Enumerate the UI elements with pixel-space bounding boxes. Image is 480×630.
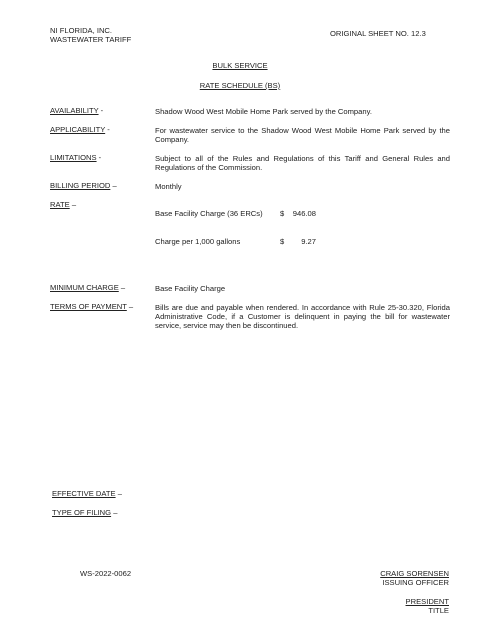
limitations-label-dash: - <box>96 153 102 162</box>
availability-label-text: AVAILABILITY <box>50 106 99 115</box>
terms-of-payment-text: Bills are due and payable when rendered. In accordance with Rule 25-30.320, Florida Administrative Code, if a Customer is delinquent in paying the bill for wastewater service, service may then be discontinued. <box>155 303 450 330</box>
effective-date-label-dash: – <box>115 489 122 498</box>
rate-row-currency: $ <box>280 209 285 218</box>
rate-label-dash: – <box>69 200 77 209</box>
rate-schedule-title: RATE SCHEDULE (BS) <box>199 81 281 90</box>
issuing-officer-label: ISSUING OFFICER <box>382 578 449 587</box>
issuing-officer-name: CRAIG SORENSEN <box>380 569 449 578</box>
applicability-text: For wastewater service to the Shadow Wood West Mobile Home Park served by the Company. <box>155 126 450 144</box>
sheet-number: ORIGINAL SHEET NO. 12.3 <box>330 29 426 38</box>
rate-label-text: RATE <box>50 200 70 209</box>
terms-of-payment-label <box>50 302 133 311</box>
rate-label <box>50 200 76 209</box>
rate-row-item: Base Facility Charge (36 ERCs) <box>155 209 263 218</box>
applicability-label <box>50 125 110 134</box>
terms-of-payment-label-text: TERMS OF PAYMENT <box>50 302 127 311</box>
docket-number: WS-2022-0062 <box>80 569 132 578</box>
limitations-label-text: LIMITATIONS <box>50 153 97 162</box>
minimum-charge-label-dash: – <box>118 283 126 292</box>
type-of-filing-label <box>52 508 117 517</box>
minimum-charge-text: Base Facility Charge <box>155 284 226 293</box>
applicability-label-text: APPLICABILITY <box>50 125 106 134</box>
billing-period-label-dash: – <box>110 181 117 190</box>
minimum-charge-label <box>50 283 125 292</box>
rate-row-amount: 946.08 <box>292 209 316 218</box>
president-title: PRESIDENT <box>405 597 449 606</box>
billing-period-label <box>50 181 117 190</box>
rate-row-amount: 9.27 <box>301 237 316 246</box>
service-title: BULK SERVICE <box>212 61 268 70</box>
title-label: TITLE <box>428 606 449 615</box>
applicability-label-dash: - <box>105 125 110 134</box>
limitations-text: Subject to all of the Rules and Regulations of this Tariff and General Rules and Regulations of the Commission. <box>155 154 450 172</box>
terms-of-payment-label-dash: – <box>126 302 134 311</box>
tariff-type: WASTEWATER TARIFF <box>50 35 132 44</box>
effective-date-label <box>52 489 122 498</box>
billing-period-text: Monthly <box>155 182 182 191</box>
availability-label <box>50 106 103 115</box>
rate-row-currency: $ <box>280 237 285 246</box>
availability-text: Shadow Wood West Mobile Home Park served by the Company. <box>155 107 372 116</box>
billing-period-label-text: BILLING PERIOD <box>50 181 111 190</box>
effective-date-label-text: EFFECTIVE DATE <box>52 489 116 498</box>
limitations-label <box>50 153 101 162</box>
rate-row-item: Charge per 1,000 gallons <box>155 237 241 246</box>
type-of-filing-label-text: TYPE OF FILING <box>52 508 112 517</box>
company-name: NI FLORIDA, INC. <box>50 26 113 35</box>
type-of-filing-label-dash: – <box>111 508 118 517</box>
minimum-charge-label-text: MINIMUM CHARGE <box>50 283 119 292</box>
availability-label-dash: - <box>98 106 104 115</box>
